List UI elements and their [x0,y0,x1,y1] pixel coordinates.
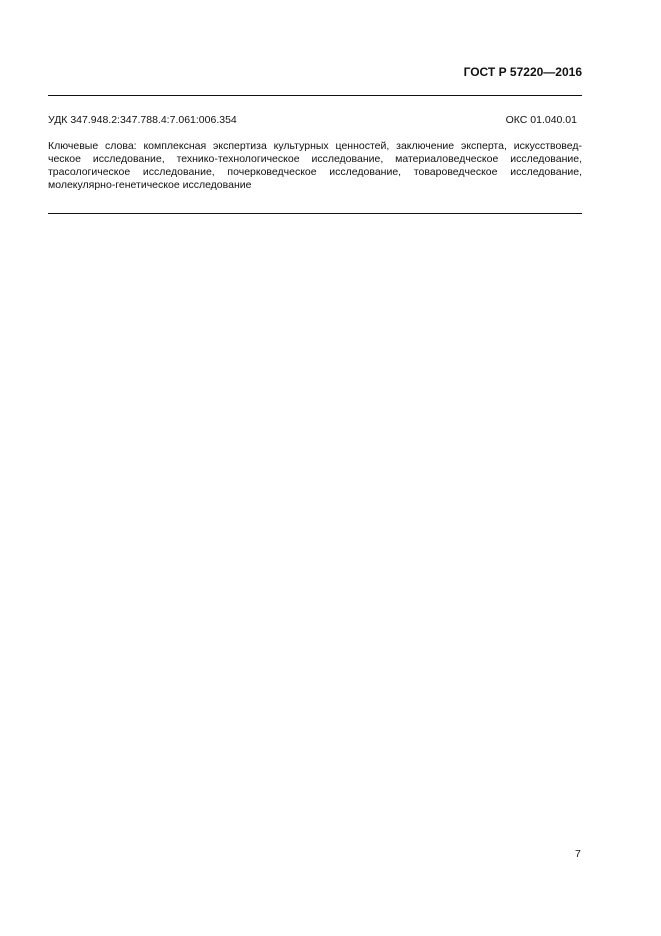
top-divider [48,95,582,96]
keywords-paragraph [48,140,582,192]
oks-code: ОКС 01.040.01 [505,114,577,126]
udk-code: УДК 347.948.2:347.788.4:7.061:006.354 [48,114,237,126]
keywords-line: трасологическое исследование, почерковедческое исследование, товароведческое исследование, [48,166,582,178]
keywords-line: молекулярно-генетическое исследование [48,179,252,191]
keywords-line: Ключевые слова: комплексная экспертиза культурных ценностей, заключение эксперта, искусствовед- [48,140,582,152]
page-number: 7 [575,848,581,860]
bottom-divider [48,213,582,214]
keywords-line: ческое исследование, технико-технологическое исследование, материаловедческое исследование, [48,153,582,165]
document-code: ГОСТ Р 57220—2016 [463,65,582,79]
